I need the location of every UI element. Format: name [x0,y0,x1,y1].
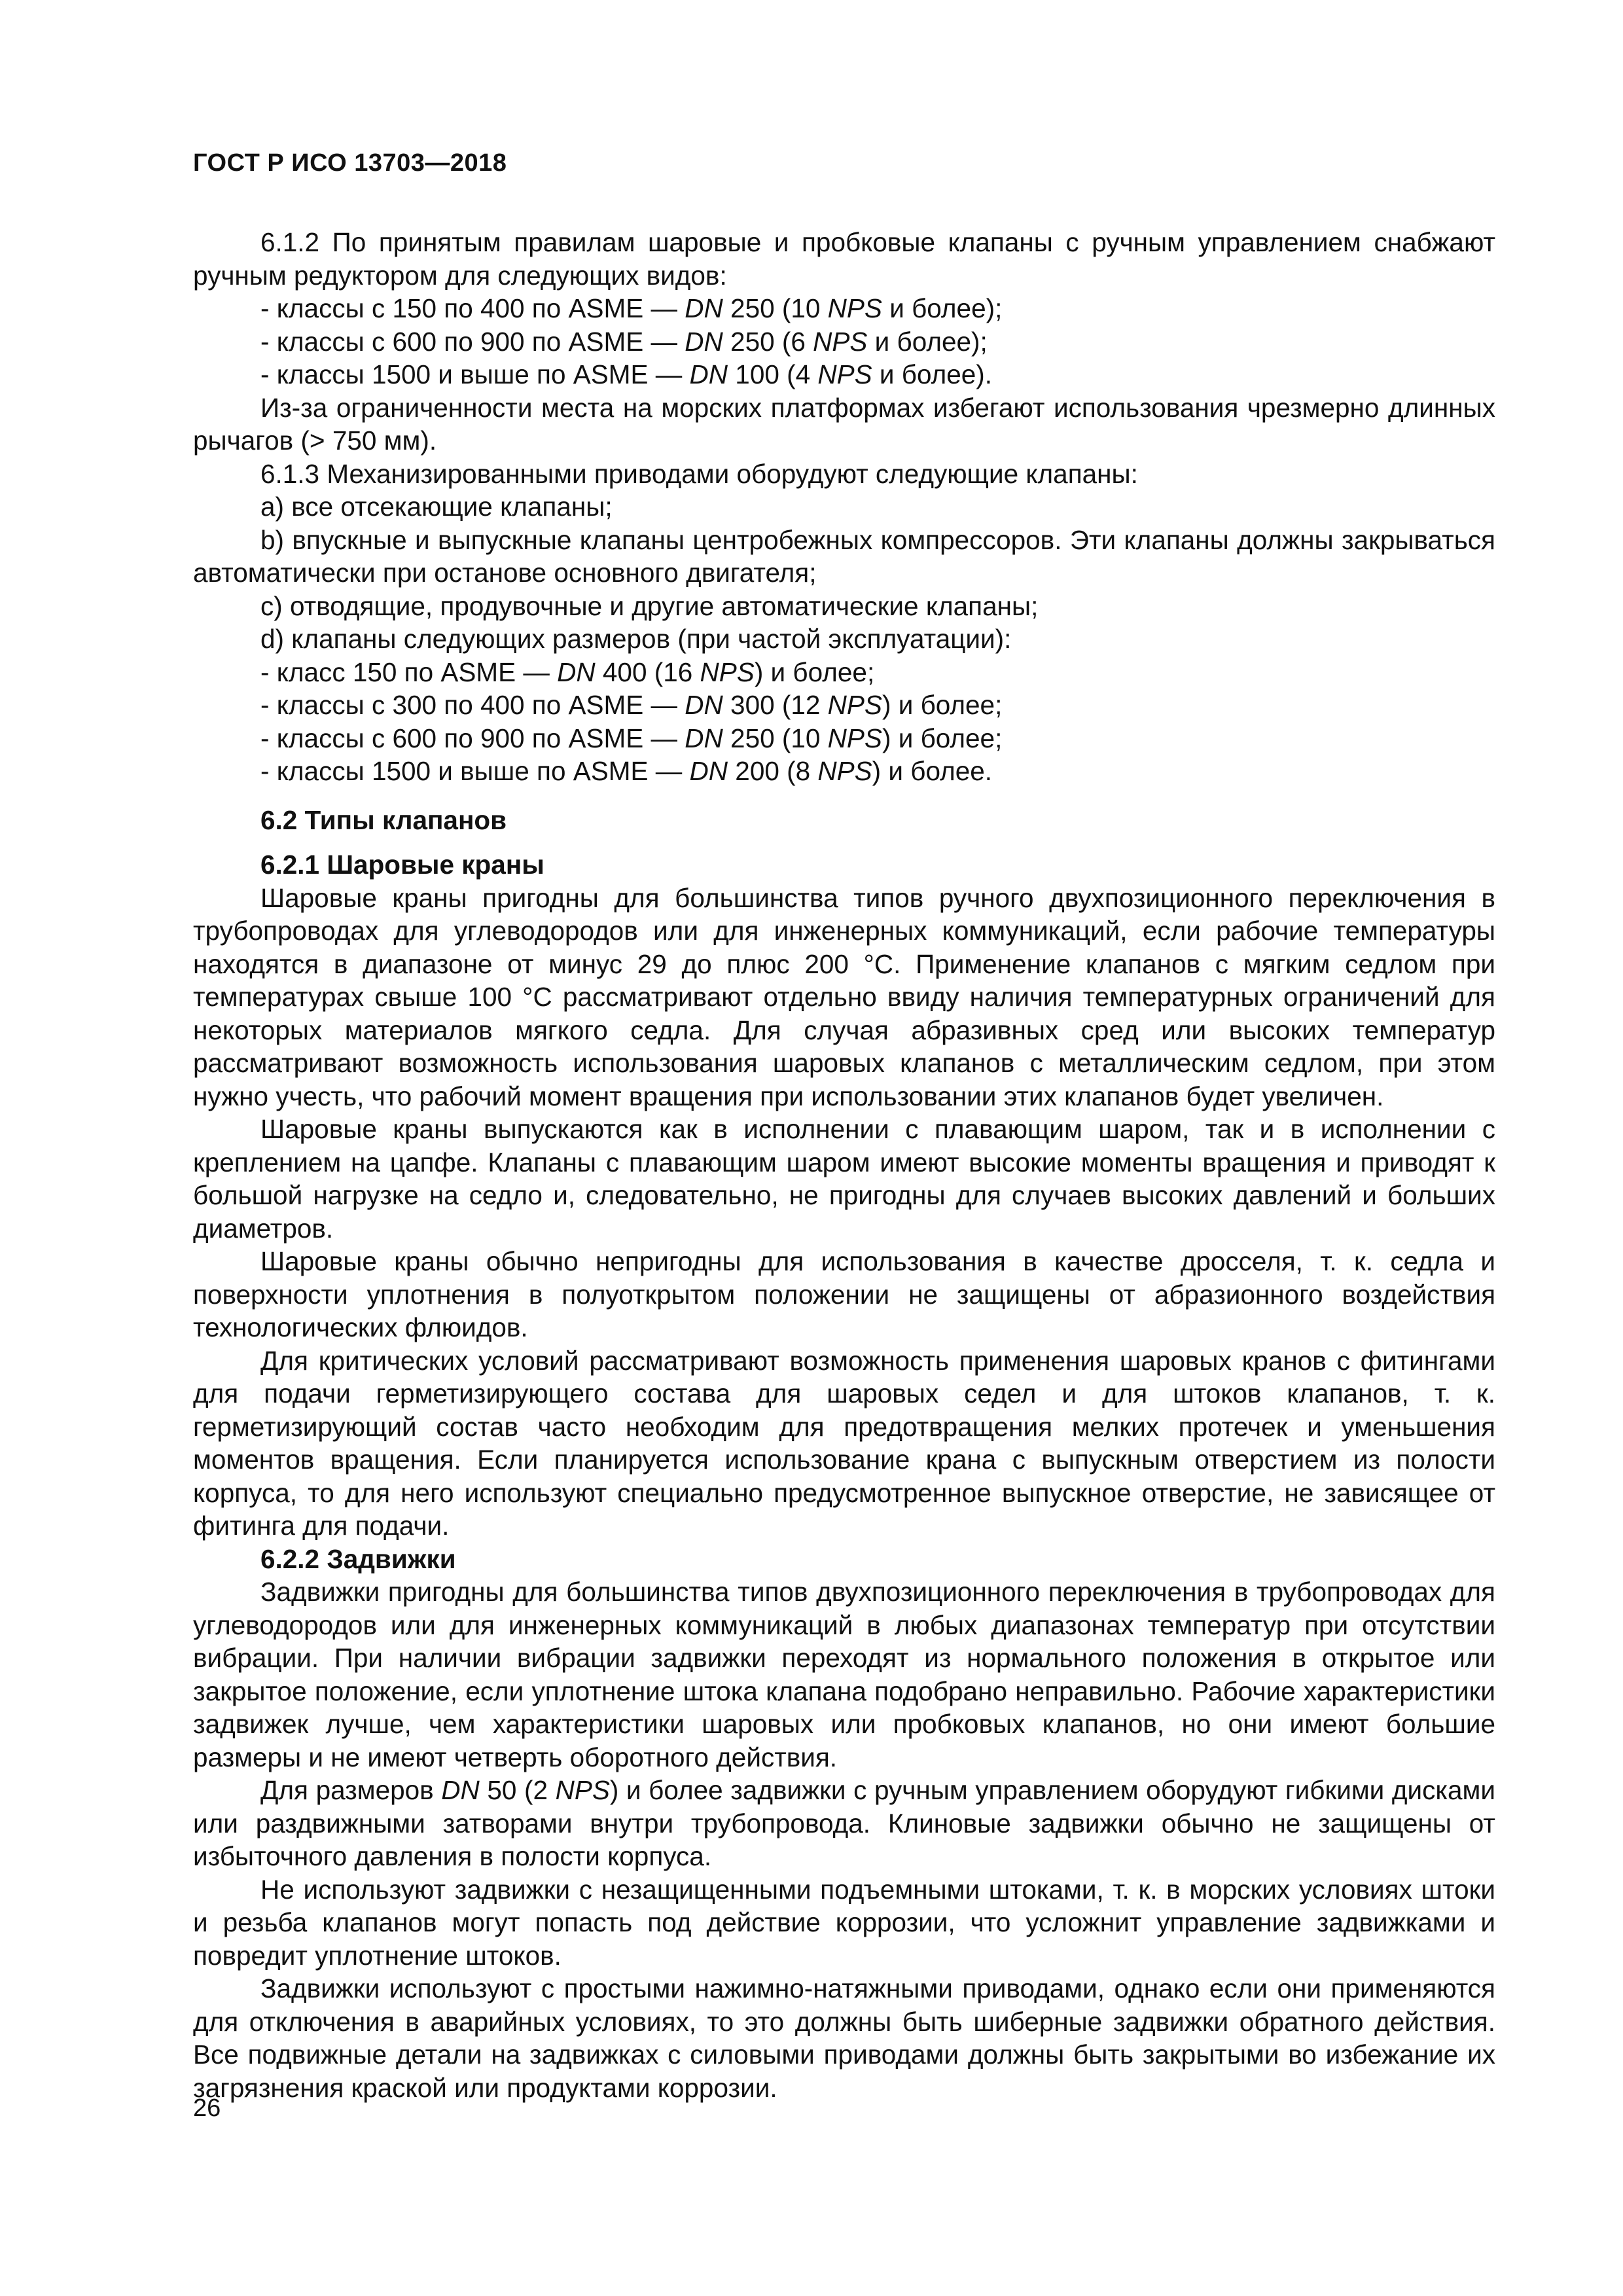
section-heading-6-2-2: 6.2.2 Задвижки [260,1543,456,1574]
list-item: - классы 1500 и выше по ASME — DN 200 (8 NPS) и более. [193,755,1495,788]
document-header: ГОСТ Р ИСО 13703—2018 [193,149,507,177]
document-body [193,226,1495,2104]
page-number: 26 [193,2094,221,2122]
section-heading-6-2-1: 6.2.1 Шаровые краны [260,850,544,880]
list-item: - классы 1500 и выше по ASME — DN 100 (4 NPS и более). [193,358,1495,391]
paragraph-6-1-3: 6.1.3 Механизированными приводами оборудуют следующие клапаны: [260,458,1138,489]
section-heading-6-2: 6.2 Типы клапанов [260,804,507,835]
paragraph-lever-note: Из-за ограниченности места на морских платформах избегают использования чрезмерно длинных рычагов (> 750 мм). [193,392,1495,456]
paragraph: Не используют задвижки с незащищенными подъемными штоками, т. к. в морских условиях штоки и резьба клапанов могут попасть под действие коррозии, что усложнит управление задвижками и повредит уплотнение штоков. [193,1874,1495,1971]
paragraph: Шаровые краны пригодны для большинства типов ручного двухпозиционного переключения в трубопроводах для углеводородов или для инженерных коммуникаций, если рабочие температуры находятся в диапазоне от минус 29 до плюс 200 °С. Применение клапанов с мягким седлом при температурах свыше 100 °С рассматривают отдельно ввиду наличия температурных ограничений для некоторых материалов мягкого седла. Для случая абразивных сред или высоких температур рассматривают возможность использования шаровых клапанов с металлическим седлом, при этом нужно учесть, что рабочий момент вращения при использовании этих клапанов будет увеличен. [193,882,1495,1111]
list-item-c: c) отводящие, продувочные и другие автоматические клапаны; [260,590,1039,621]
paragraph: Шаровые краны обычно непригодны для использования в качестве дросселя, т. к. седла и поверхности уплотнения в полуоткрытом положении не защищены от абразионного воздействия технологических флюидов. [193,1246,1495,1342]
paragraph: Задвижки пригодны для большинства типов двухпозиционного переключения в трубопроводах для углеводородов или для инженерных коммуникаций в любых диапазонах температур при отсутствии вибрации. При наличии вибрации задвижки переходят из нормального положения в открытое или закрытое положение, если уплотнение штока клапана подобрано неправильно. Рабочие характеристики задвижек лучше, чем характеристики шаровых или пробковых клапанов, но они имеют большие размеры и не имеют четверть оборотного действия. [193,1577,1495,1772]
list-item: - классы с 300 по 400 по ASME — DN 300 (12 NPS) и более; [193,689,1495,722]
paragraph: Для размеров DN 50 (2 NPS) и более задвижки с ручным управлением оборудуют гибкими дисками или раздвижными затворами внутри трубопровода. Клиновые задвижки обычно не защищены от избыточного давления в полости корпуса. [193,1775,1495,1871]
list-item: - классы с 600 по 900 по ASME — DN 250 (10 NPS) и более; [193,722,1495,755]
list-item: - классы с 600 по 900 по ASME — DN 250 (6 NPS и более); [193,325,1495,359]
list-item-d: d) клапаны следующих размеров (при частой эксплуатации): [260,624,1012,654]
paragraph: Задвижки используют с простыми нажимно-натяжными приводами, однако если они применяются для отключения в аварийных условиях, то это должны быть шиберные задвижки обратного действия. Все подвижные детали на задвижках с силовыми приводами должны быть закрытыми во избежание их загрязнения краской или продуктами коррозии. [193,1973,1495,2103]
list-item-b: b) впускные и выпускные клапаны центробежных компрессоров. Эти клапаны должны закрываться автоматически при останове основного двигателя; [193,524,1495,588]
paragraph-6-1-2: 6.1.2 По принятым правилам шаровые и пробковые клапаны с ручным управлением снабжают ручным редуктором для следующих видов: [193,227,1495,291]
list-item: - классы с 150 по 400 по ASME — DN 250 (10 NPS и более); [193,292,1495,325]
paragraph: Для критических условий рассматривают возможность применения шаровых кранов с фитингами для подачи герметизирующего состава для шаровых седел и для штоков клапанов, т. к. герметизирующий состав часто необходим для предотвращения мелких протечек и уменьшения моментов вращения. Если планируется использование крана с выпускным отверстием из полости корпуса, то для него используют специально предусмотренное выпускное отверстие, не зависящее от фитинга для подачи. [193,1345,1495,1541]
paragraph: Шаровые краны выпускаются как в исполнении с плавающим шаром, так и в исполнении с креплением на цапфе. Клапаны с плавающим шаром имеют высокие моменты вращения и приводят к большой нагрузке на седло и, следовательно, не пригодны для случаев высоких давлений и больших диаметров. [193,1114,1495,1244]
list-item: - класс 150 по ASME — DN 400 (16 NPS) и более; [193,656,1495,689]
list-item-a: a) все отсекающие клапаны; [260,492,613,522]
